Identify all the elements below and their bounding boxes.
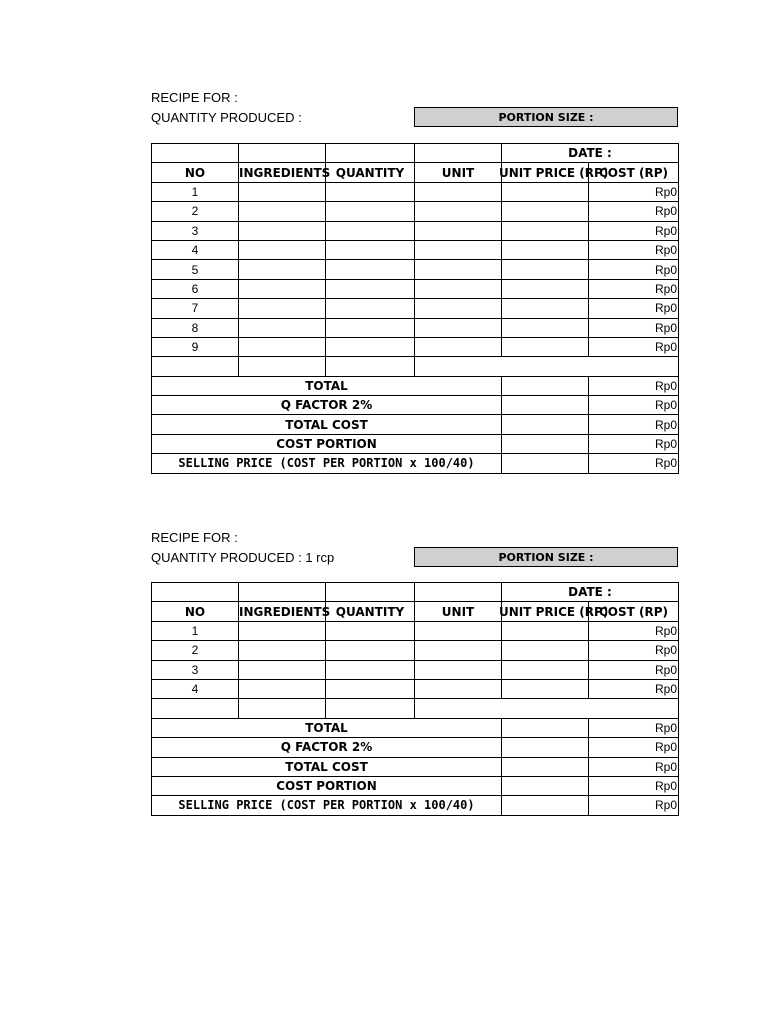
row-number: 6 [152,279,239,298]
row-number: 3 [152,660,239,679]
ingredient-cell[interactable] [239,240,326,259]
header-unit-price: UNIT PRICE (RP) [502,163,589,182]
date-row [152,144,679,163]
summary-row [152,738,679,757]
cost-cell: Rp0 [589,621,679,640]
table-row [152,621,679,640]
quantity-cell[interactable] [326,337,415,356]
empty-cell[interactable] [502,434,589,453]
table-row [152,660,679,679]
unit-cell[interactable] [415,279,502,298]
quantity-cell[interactable] [326,641,415,660]
empty-cell[interactable] [326,583,415,602]
cost-cell: Rp0 [589,202,679,221]
ingredient-cell[interactable] [239,679,326,698]
total-label: TOTAL [152,718,502,737]
row-number: 1 [152,621,239,640]
summary-row [152,454,679,473]
empty-cell[interactable] [326,357,415,376]
empty-cell[interactable] [415,583,502,602]
unit-price-cell[interactable] [502,641,589,660]
row-number: 4 [152,240,239,259]
date-row [152,583,679,602]
summary-row [152,376,679,395]
quantity-cell[interactable] [326,621,415,640]
empty-cell[interactable] [415,144,502,163]
empty-cell[interactable] [502,415,589,434]
total-label: TOTAL [152,376,502,395]
cost-portion-value: Rp0 [589,776,679,795]
unit-cell[interactable] [415,182,502,201]
cost-cell: Rp0 [589,660,679,679]
summary-row [152,776,679,795]
table-row [152,318,679,337]
cost-cell: Rp0 [589,221,679,240]
unit-price-cell[interactable] [502,299,589,318]
empty-cell[interactable] [502,796,589,815]
quantity-cell[interactable] [326,182,415,201]
header-row [152,163,679,182]
cost-cell: Rp0 [589,337,679,356]
ingredient-cell[interactable] [239,299,326,318]
quantity-cell[interactable] [326,660,415,679]
table-row [152,679,679,698]
header-no: NO [152,602,239,621]
ingredient-cell[interactable] [239,318,326,337]
row-number: 7 [152,299,239,318]
table-row [152,260,679,279]
unit-price-cell[interactable] [502,337,589,356]
selling-price-value: Rp0 [589,454,679,473]
total-value: Rp0 [589,376,679,395]
cost-cell: Rp0 [589,279,679,298]
total-cost-label: TOTAL COST [152,757,502,776]
unit-price-cell[interactable] [502,221,589,240]
unit-cell[interactable] [415,202,502,221]
recipe-cost-table [151,582,679,816]
empty-cell[interactable] [326,699,415,718]
quantity-cell[interactable] [326,202,415,221]
ingredient-cell[interactable] [239,621,326,640]
cost-portion-value: Rp0 [589,434,679,453]
blank-row [152,357,679,376]
quantity-cell[interactable] [326,260,415,279]
quantity-cell[interactable] [326,279,415,298]
empty-cell[interactable] [415,699,679,718]
table-row [152,337,679,356]
recipe-cost-table [151,143,679,474]
header-cost: COST (RP) [589,602,679,621]
table-row [152,279,679,298]
empty-cell[interactable] [502,757,589,776]
row-number: 3 [152,221,239,240]
unit-price-cell[interactable] [502,240,589,259]
quantity-cell[interactable] [326,318,415,337]
table-row [152,641,679,660]
empty-cell[interactable] [415,357,679,376]
cost-cell: Rp0 [589,318,679,337]
total-value: Rp0 [589,718,679,737]
unit-cell[interactable] [415,240,502,259]
cost-cell: Rp0 [589,182,679,201]
empty-cell[interactable] [502,376,589,395]
empty-cell[interactable] [152,144,239,163]
quantity-cell[interactable] [326,299,415,318]
row-number: 4 [152,679,239,698]
unit-price-cell[interactable] [502,318,589,337]
ingredient-cell[interactable] [239,641,326,660]
quantity-produced-label: QUANTITY PRODUCED : [151,110,302,125]
table-row [152,221,679,240]
total-cost-value: Rp0 [589,757,679,776]
recipe-for-label: RECIPE FOR : [151,530,238,545]
unit-cell[interactable] [415,260,502,279]
unit-cell[interactable] [415,660,502,679]
ingredient-cell[interactable] [239,337,326,356]
empty-cell[interactable] [239,144,326,163]
row-number: 2 [152,202,239,221]
quantity-produced-label: QUANTITY PRODUCED : 1 rcp [151,550,335,565]
header-cost: COST (RP) [589,163,679,182]
summary-row [152,415,679,434]
empty-cell[interactable] [502,718,589,737]
q-factor-label: Q FACTOR 2% [152,396,502,415]
ingredient-cell[interactable] [239,660,326,679]
unit-price-cell[interactable] [502,182,589,201]
summary-row [152,396,679,415]
q-factor-value: Rp0 [589,396,679,415]
cost-cell: Rp0 [589,260,679,279]
unit-cell[interactable] [415,318,502,337]
empty-cell[interactable] [239,357,326,376]
cost-portion-label: COST PORTION [152,434,502,453]
empty-cell[interactable] [152,699,239,718]
portion-size-cell[interactable]: PORTION SIZE : [414,547,678,567]
summary-row [152,796,679,815]
row-number: 1 [152,182,239,201]
header-no: NO [152,163,239,182]
unit-cell[interactable] [415,299,502,318]
cost-cell: Rp0 [589,299,679,318]
header-unit: UNIT [415,602,502,621]
row-number: 8 [152,318,239,337]
empty-cell[interactable] [502,738,589,757]
unit-price-cell[interactable] [502,621,589,640]
unit-cell[interactable] [415,679,502,698]
quantity-cell[interactable] [326,221,415,240]
blank-row [152,699,679,718]
row-number: 5 [152,260,239,279]
header-quantity: QUANTITY [326,602,415,621]
summary-row [152,434,679,453]
unit-price-cell[interactable] [502,260,589,279]
date-label[interactable]: DATE : [502,144,679,163]
q-factor-value: Rp0 [589,738,679,757]
ingredient-cell[interactable] [239,260,326,279]
date-label[interactable]: DATE : [502,583,679,602]
unit-cell[interactable] [415,221,502,240]
table-row [152,182,679,201]
row-number: 9 [152,337,239,356]
header-quantity: QUANTITY [326,163,415,182]
empty-cell[interactable] [239,699,326,718]
recipe-for-label: RECIPE FOR : [151,90,238,105]
table-row [152,202,679,221]
header-row [152,602,679,621]
selling-price-label: SELLING PRICE (COST PER PORTION x 100/40) [152,796,502,815]
ingredient-cell[interactable] [239,182,326,201]
table-row [152,240,679,259]
empty-cell[interactable] [152,357,239,376]
header-unit-price: UNIT PRICE (RP) [502,602,589,621]
q-factor-label: Q FACTOR 2% [152,738,502,757]
unit-price-cell[interactable] [502,660,589,679]
selling-price-value: Rp0 [589,796,679,815]
total-cost-value: Rp0 [589,415,679,434]
selling-price-label: SELLING PRICE (COST PER PORTION x 100/40) [152,454,502,473]
empty-cell[interactable] [502,454,589,473]
table-row [152,299,679,318]
unit-price-cell[interactable] [502,202,589,221]
cost-cell: Rp0 [589,641,679,660]
unit-cell[interactable] [415,621,502,640]
unit-cell[interactable] [415,641,502,660]
cost-cell: Rp0 [589,240,679,259]
summary-row [152,718,679,737]
empty-cell[interactable] [239,583,326,602]
empty-cell[interactable] [502,776,589,795]
quantity-cell[interactable] [326,240,415,259]
header-ingredients: INGREDIENTS [239,163,326,182]
empty-cell[interactable] [152,583,239,602]
portion-size-cell[interactable]: PORTION SIZE : [414,107,678,127]
unit-cell[interactable] [415,337,502,356]
ingredient-cell[interactable] [239,202,326,221]
unit-price-cell[interactable] [502,679,589,698]
ingredient-cell[interactable] [239,279,326,298]
quantity-cell[interactable] [326,679,415,698]
header-ingredients: INGREDIENTS [239,602,326,621]
cost-portion-label: COST PORTION [152,776,502,795]
summary-row [152,757,679,776]
empty-cell[interactable] [326,144,415,163]
total-cost-label: TOTAL COST [152,415,502,434]
empty-cell[interactable] [502,396,589,415]
ingredient-cell[interactable] [239,221,326,240]
header-unit: UNIT [415,163,502,182]
unit-price-cell[interactable] [502,279,589,298]
row-number: 2 [152,641,239,660]
cost-cell: Rp0 [589,679,679,698]
